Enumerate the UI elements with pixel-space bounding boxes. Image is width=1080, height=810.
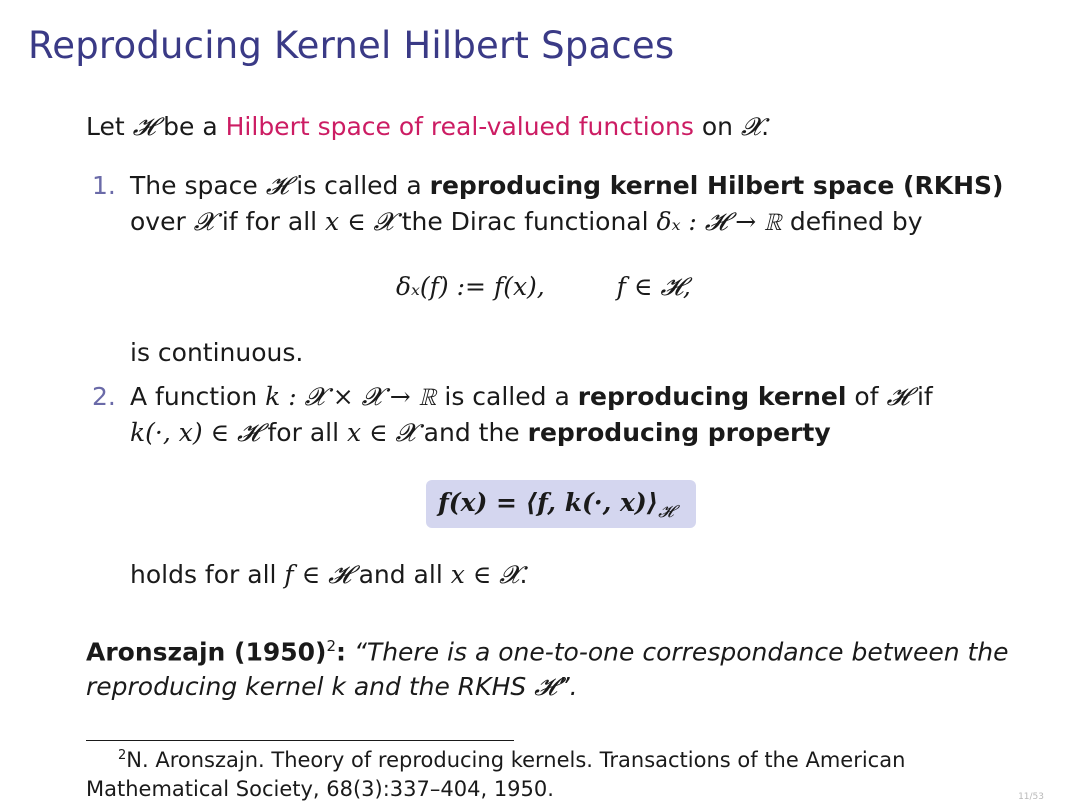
footnote-line2: Mathematical Society, 68(3):337–404, 1950. (86, 777, 554, 801)
dirac-formula (396, 272, 691, 302)
item2-text-a: A function (130, 382, 258, 411)
intro-line (86, 112, 769, 142)
item2-line2 (130, 418, 831, 448)
kernel-map: k : 𝓧 × 𝓧 → ℝ (265, 382, 437, 411)
item2-k-in-H: k(·, x) ∈ 𝓗 (130, 418, 260, 447)
item1-x-in-X: x ∈ 𝓧 (325, 207, 394, 236)
reproducing-formula-main: f(x) = ⟨f, k(·, x)⟩ (438, 488, 659, 517)
holds-text: holds for all (130, 560, 277, 589)
item2-holds-line (130, 560, 527, 590)
intro-on: on (701, 112, 733, 141)
item1-X: 𝓧 (193, 207, 214, 236)
quote-line2 (86, 672, 578, 702)
hilbert-symbol: 𝓗 (132, 112, 156, 141)
item2-line1 (92, 382, 933, 412)
item2-of: of (854, 382, 879, 411)
quote-author: Aronszajn (1950) (86, 637, 327, 667)
holds-period: . (519, 560, 528, 589)
intro-highlight: Hilbert space of real-valued functions (225, 112, 694, 141)
quote-text-line2: reproducing kernel k and the RKHS 𝓗”. (86, 672, 578, 701)
item1-if-for-all: if for all (221, 207, 318, 236)
item1-text-b: is called a (296, 171, 422, 200)
intro-be-a: be a (163, 112, 218, 141)
reproducing-property-formula (438, 488, 673, 522)
holds-and-all: and all (358, 560, 443, 589)
item2-and-the: and the (423, 418, 520, 447)
item1-defined-by: defined by (789, 207, 923, 236)
quote-footnote-mark: 2 (326, 637, 337, 655)
intro-let: Let (86, 112, 125, 141)
dirac-formula-left: δₓ(f) := f(x), (396, 272, 545, 301)
item1-line1 (92, 171, 1003, 201)
quote-text-line1: “There is a one-to-one correspondance between the (353, 637, 1009, 667)
item1-bold-term: reproducing kernel Hilbert space (RKHS) (429, 171, 1004, 200)
holds-f-in-H: f ∈ 𝓗 (284, 560, 351, 589)
item2-x-in-X: x ∈ 𝓧 (347, 418, 416, 447)
footnote-line1 (118, 748, 905, 772)
intro-period: . (761, 112, 770, 141)
item1-H: 𝓗 (265, 171, 289, 200)
footnote-rule (86, 740, 514, 741)
item2-number: 2. (92, 382, 116, 411)
item2-text-b: is called a (444, 382, 570, 411)
item2-if: if (916, 382, 933, 411)
item2-bold-property: reproducing property (527, 418, 831, 447)
item1-line2 (130, 207, 923, 237)
item1-closing: is continuous. (130, 338, 304, 367)
item2-bold-kernel: reproducing kernel (577, 382, 847, 411)
item1-dirac-def: δₓ : 𝓗 → ℝ (656, 207, 782, 236)
reproducing-formula-subscript: 𝓗 (658, 502, 674, 522)
item1-over: over (130, 207, 186, 236)
footnote-mark: 2 (118, 748, 127, 763)
holds-x-in-X: x ∈ 𝓧 (450, 560, 520, 589)
item1-text-a: The space (130, 171, 258, 200)
item1-number: 1. (92, 171, 116, 200)
item1-dirac-label: the Dirac functional (401, 207, 649, 236)
page-number: 11/53 (1018, 792, 1044, 802)
footnote-text-line1: N. Aronszajn. Theory of reproducing kernels. Transactions of the American (126, 748, 906, 772)
item2-H: 𝓗 (886, 382, 910, 411)
domain-symbol: 𝓧 (740, 112, 762, 141)
quote-colon: : (336, 637, 347, 667)
slide-title: Reproducing Kernel Hilbert Spaces (28, 24, 675, 67)
dirac-formula-right: f ∈ 𝓗, (616, 272, 691, 301)
item2-for-all: for all (267, 418, 340, 447)
quote-line1 (86, 637, 1009, 666)
